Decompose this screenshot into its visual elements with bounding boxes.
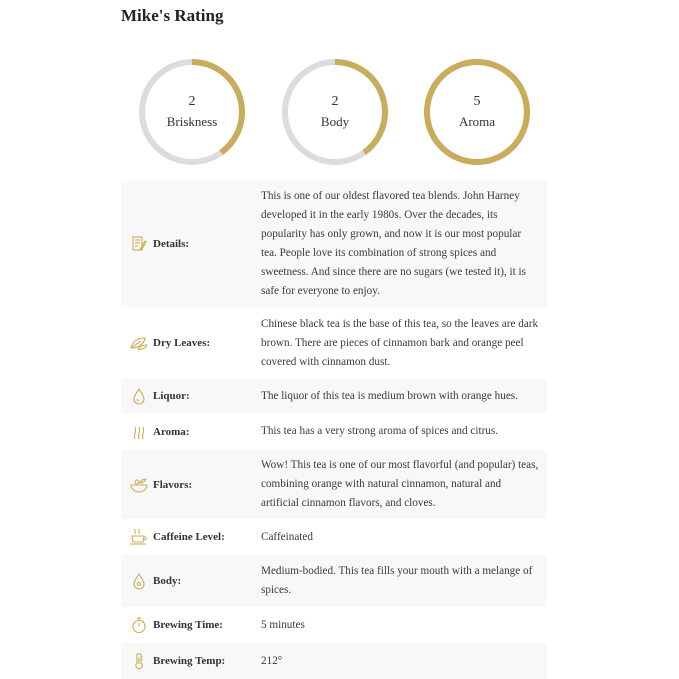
detail-row-flavors bbox=[121, 450, 547, 519]
rating-label: Aroma bbox=[458, 114, 496, 129]
document-pen-icon bbox=[129, 234, 149, 254]
detail-label: Brewing Time: bbox=[153, 619, 223, 631]
thermometer-icon bbox=[129, 651, 149, 671]
detail-label: Caffeine Level: bbox=[153, 531, 225, 543]
detail-label: Body: bbox=[153, 575, 182, 587]
detail-row-liquor bbox=[121, 379, 547, 413]
detail-label: Aroma: bbox=[153, 425, 190, 438]
detail-row-brewing-time bbox=[121, 607, 547, 643]
rating-label: Body bbox=[320, 114, 350, 129]
detail-value: Caffeinated bbox=[261, 530, 313, 543]
detail-value: The liquor of this tea is medium brown with orange hues. bbox=[252, 379, 547, 413]
detail-value: Wow! This tea is one of our most flavorful (and popular) teas, combining orange with natural cinnamon, natural and artificial cinnamon flavors, and cloves. bbox=[252, 450, 547, 519]
stopwatch-icon bbox=[129, 615, 149, 635]
rating-label: Briskness bbox=[166, 114, 218, 129]
rating-gauge-aroma bbox=[423, 58, 531, 166]
detail-value: Medium-bodied. This tea fills your mouth with a melange of spices. bbox=[252, 555, 547, 607]
detail-row-dry-leaves bbox=[121, 307, 547, 379]
detail-label: Liquor: bbox=[153, 390, 190, 402]
rating-gauges bbox=[138, 58, 538, 166]
gauge-arc bbox=[427, 62, 527, 162]
detail-value: Chinese black tea is the base of this tea, so the leaves are dark brown. There are pieces of cinnamon bark and orange peel covered with cinnamon dust. bbox=[261, 317, 539, 368]
rating-value: 5 bbox=[473, 94, 481, 109]
detail-value: This tea has a very strong aroma of spices and citrus. bbox=[261, 425, 499, 437]
detail-label: Details: bbox=[153, 238, 190, 250]
leaves-icon bbox=[129, 333, 149, 353]
detail-row-brewing-temp bbox=[121, 643, 547, 679]
detail-label: Brewing Temp: bbox=[153, 655, 226, 667]
rating-value: 2 bbox=[188, 94, 196, 109]
detail-value: 212° bbox=[252, 643, 547, 679]
bowl-icon bbox=[129, 475, 149, 495]
aroma-waves-icon bbox=[129, 422, 149, 442]
detail-row-caffeine-level bbox=[121, 519, 547, 555]
detail-value: 5 minutes bbox=[261, 618, 305, 631]
detail-value: This is one of our oldest flavored tea blends. John Harney developed it in the early 1980s. Over the decades, its popularity has only grown, and now it is our most popular tea. People love its combination of strong spices and sweetness. And since there are no sugars (we tested it), it is safe for everyone to enjoy. bbox=[252, 181, 547, 307]
droplet-icon bbox=[129, 386, 149, 406]
detail-label: Dry Leaves: bbox=[153, 337, 211, 349]
rating-value: 2 bbox=[331, 94, 339, 109]
detail-label: Flavors: bbox=[153, 478, 193, 491]
detail-row-aroma bbox=[121, 413, 547, 450]
detail-row-details bbox=[121, 181, 547, 307]
detail-row-body bbox=[121, 555, 547, 607]
tea-details-table bbox=[121, 181, 547, 679]
rating-gauge-body bbox=[281, 58, 389, 166]
body-drop-icon bbox=[129, 571, 149, 591]
section-title: Mike's Rating bbox=[121, 6, 224, 25]
rating-gauge-briskness bbox=[138, 58, 246, 166]
steaming-cup-icon bbox=[129, 527, 149, 547]
